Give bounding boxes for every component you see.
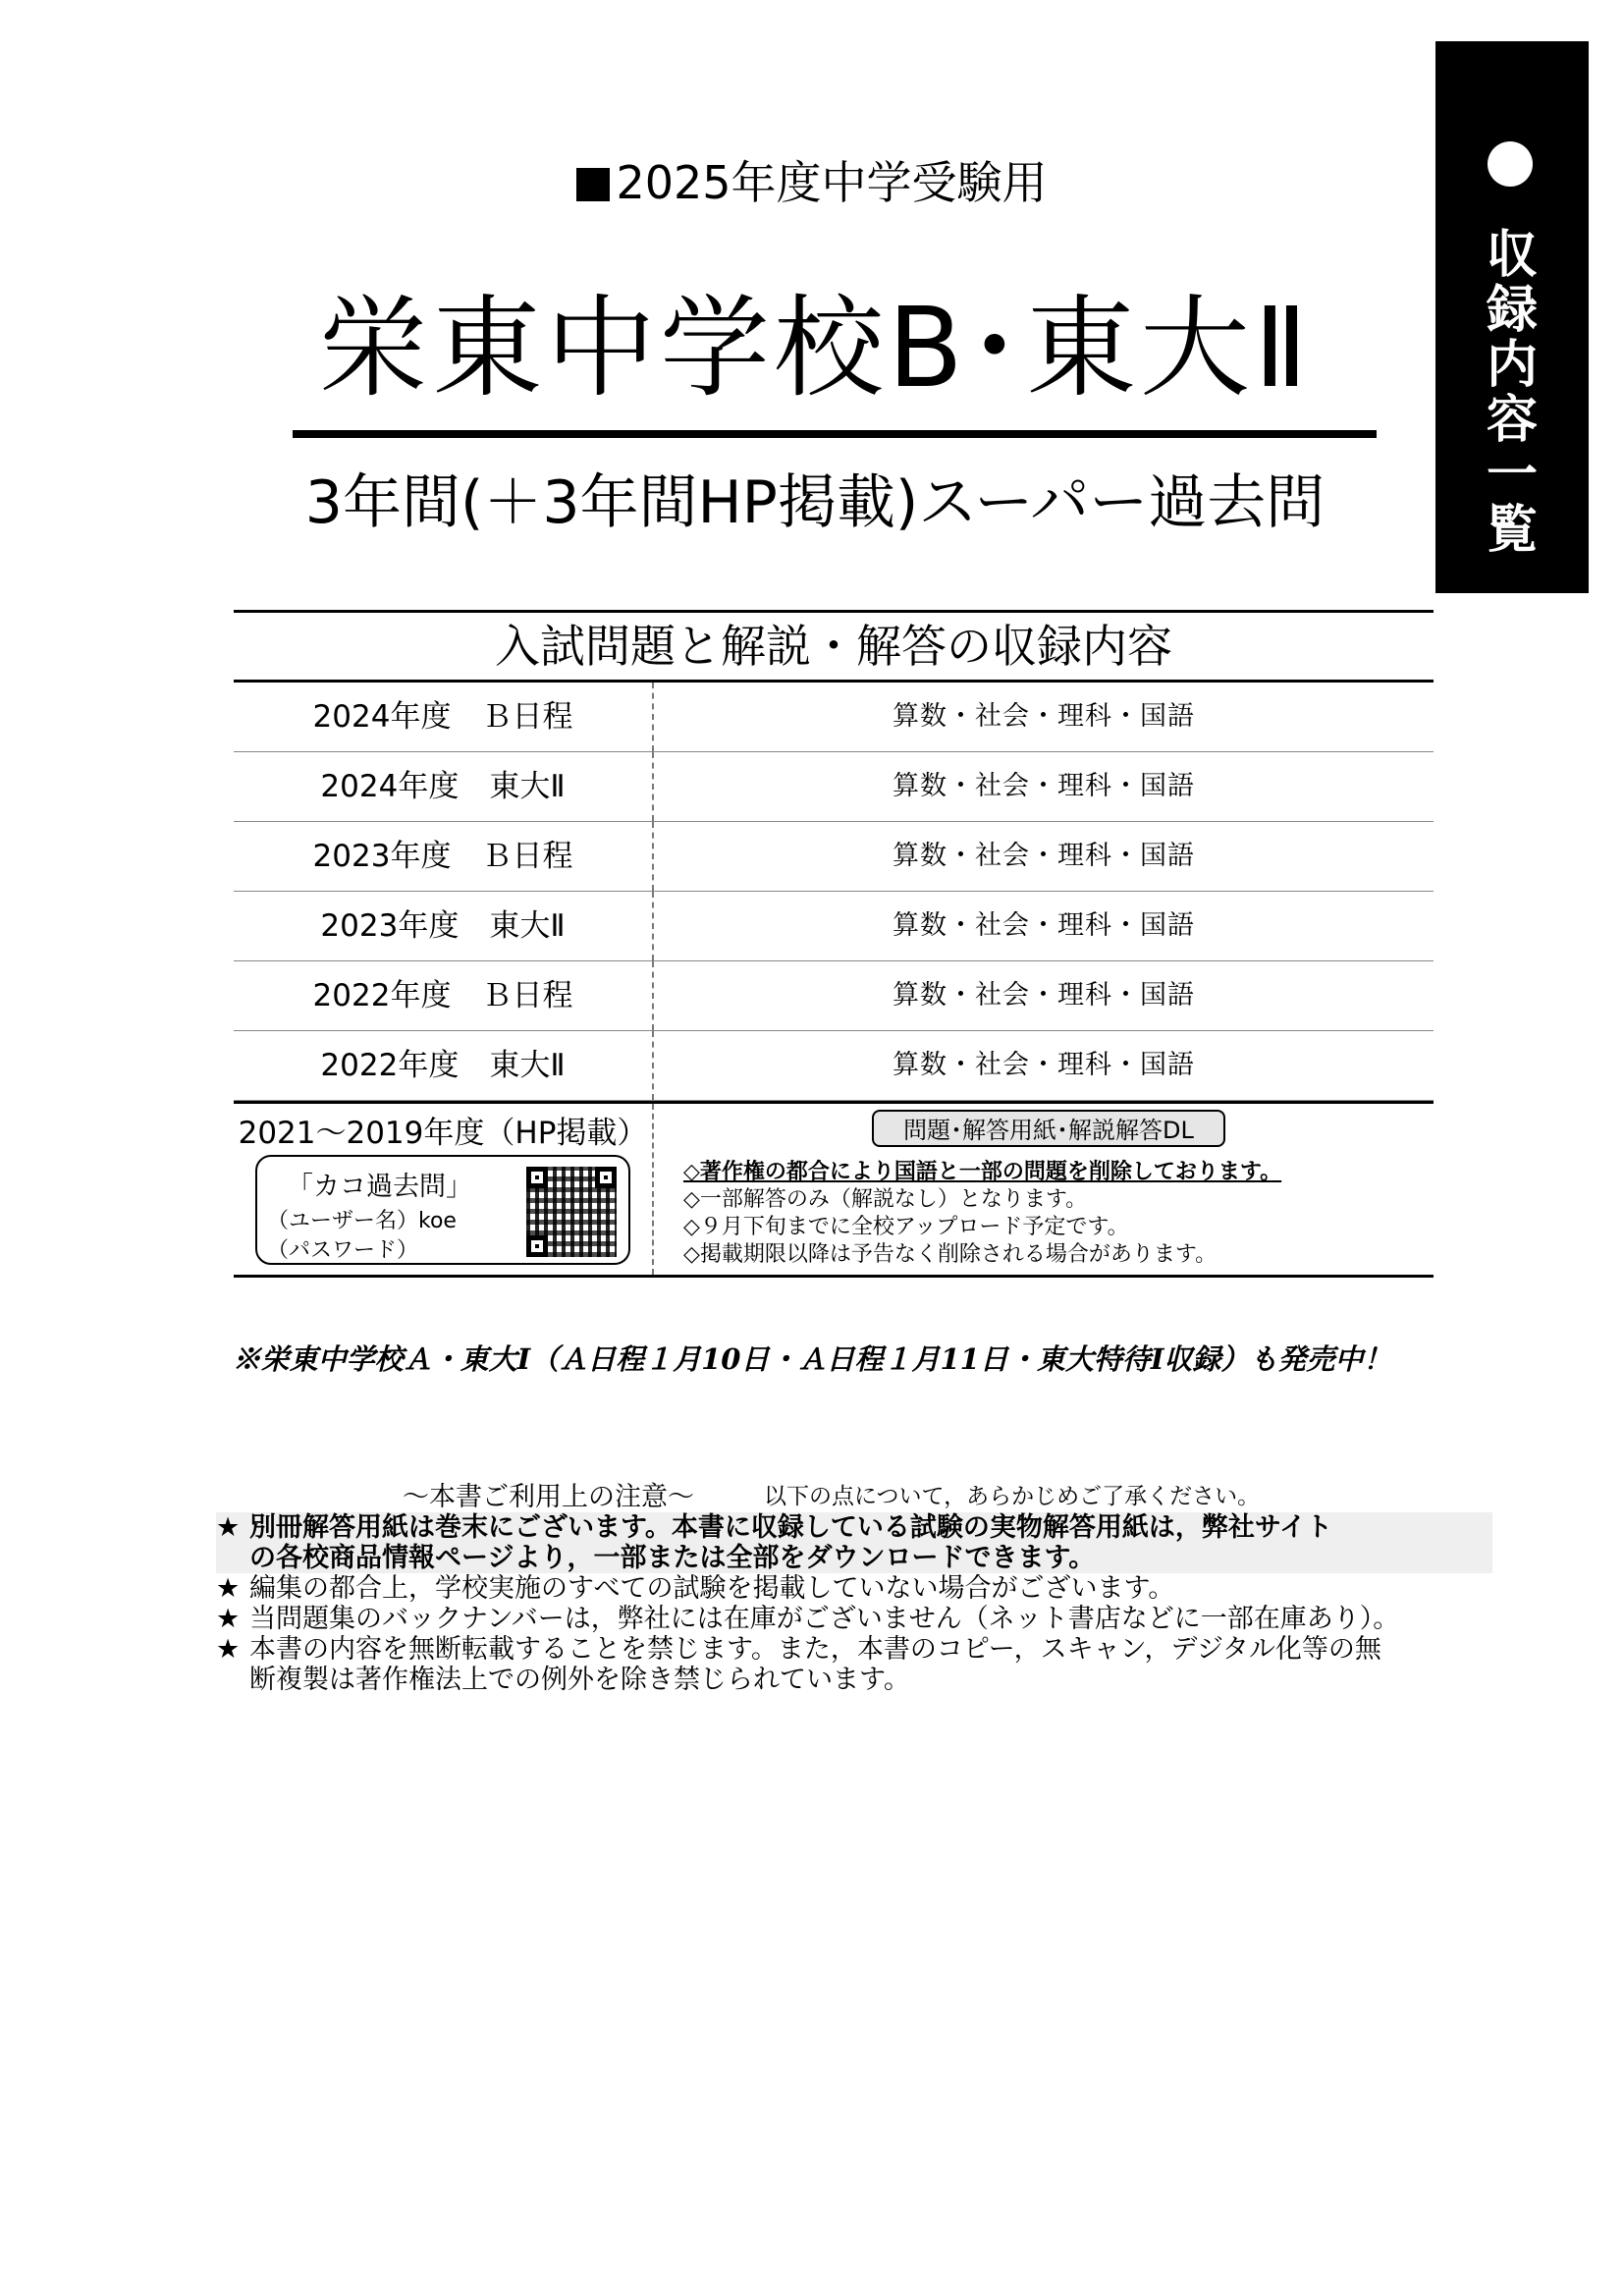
row-year: 2023年度 Ｂ日程 bbox=[234, 822, 654, 891]
row-year: 2024年度 Ｂ日程 bbox=[234, 683, 654, 751]
caution-text: 断複製は著作権法上での例外を除き禁じられています。 bbox=[249, 1665, 910, 1695]
row-subjects: 算数・社会・理科・国語 bbox=[893, 771, 1195, 801]
hp-notes bbox=[683, 1159, 1281, 1269]
note-item: ◇９月下旬までに全校アップロード予定です。 bbox=[683, 1215, 1129, 1239]
table-row bbox=[234, 822, 1434, 892]
caution-text: 本書の内容を無断転載することを禁じます。また，本書のコピー，スキャン，デジタル化等の無 bbox=[249, 1634, 1381, 1665]
caution-text: 別冊解答用紙は巻末にございます。本書に収録している試験の実物解答用紙は，弊社サイト bbox=[249, 1512, 1332, 1543]
caution-item bbox=[216, 1604, 1492, 1634]
row-year: 2022年度 Ｂ日程 bbox=[234, 961, 654, 1030]
caution-item bbox=[216, 1512, 1492, 1573]
kako-username: （ユーザー名）koe bbox=[267, 1209, 457, 1233]
side-tab-char: 一 bbox=[1486, 446, 1538, 505]
star-icon: ★ bbox=[216, 1512, 241, 1543]
row-year: 2024年度 東大Ⅱ bbox=[234, 752, 654, 821]
qr-finder-icon bbox=[526, 1235, 548, 1257]
caution-text: 当問題集のバックナンバーは，弊社には在庫がございません（ネット書店などに一部在庫あり）。 bbox=[249, 1604, 1400, 1634]
table-row bbox=[234, 961, 1434, 1031]
edition-text: 2025年度中学受験用 bbox=[616, 156, 1048, 209]
caution-text: 編集の都合上，学校実施のすべての試験を掲載していない場合がございます。 bbox=[249, 1573, 1175, 1604]
page-title: 栄東中学校B･東大Ⅱ bbox=[318, 285, 1312, 412]
contents-heading: 入試問題と解説・解答の収録内容 bbox=[234, 613, 1434, 683]
row-subjects: 算数・社会・理科・国語 bbox=[893, 841, 1195, 871]
note-item: ◇著作権の都合により国語と一部の問題を削除しております。 bbox=[683, 1160, 1282, 1184]
kako-password: （パスワード） bbox=[267, 1238, 419, 1263]
page-subtitle: 3年間(＋3年間HP掲載)スーパー過去問 bbox=[304, 468, 1326, 537]
star-icon: ★ bbox=[216, 1573, 241, 1604]
star-icon: ★ bbox=[216, 1604, 241, 1634]
side-tab-char: 覧 bbox=[1486, 501, 1538, 560]
row-year: 2022年度 東大Ⅱ bbox=[234, 1031, 654, 1100]
row-subjects: 算数・社会・理科・国語 bbox=[893, 701, 1195, 732]
caution-heading: ～本書ご利用上の注意～ bbox=[403, 1482, 694, 1512]
caution-list bbox=[216, 1512, 1492, 1695]
contents-table bbox=[234, 610, 1434, 1278]
download-button[interactable]: 問題･解答用紙･解説解答DL bbox=[872, 1110, 1225, 1147]
side-tab-label bbox=[1435, 228, 1589, 558]
row-subjects: 算数・社会・理科・国語 bbox=[893, 1050, 1195, 1080]
hp-row bbox=[234, 1101, 1434, 1275]
hp-year-label: 2021～2019年度（HP掲載） bbox=[238, 1116, 648, 1151]
side-tab-char: 容 bbox=[1486, 391, 1538, 450]
qr-code-icon[interactable] bbox=[526, 1167, 617, 1257]
table-row bbox=[234, 1031, 1434, 1101]
caution-text: の各校商品情報ページより，一部または全部をダウンロードできます。 bbox=[249, 1543, 1096, 1573]
kako-title: 「カコ過去問」 bbox=[287, 1172, 472, 1202]
caution-lead: 以下の点について，あらかじめご了承ください。 bbox=[764, 1484, 1261, 1509]
title-underline bbox=[293, 430, 1377, 438]
black-square-icon bbox=[576, 168, 610, 201]
table-row bbox=[234, 683, 1434, 752]
hp-right-cell bbox=[654, 1104, 1434, 1275]
kako-login-box bbox=[255, 1155, 630, 1265]
note-item: ◇掲載期限以降は予告なく削除される場合があります。 bbox=[683, 1242, 1218, 1267]
row-subjects: 算数・社会・理科・国語 bbox=[893, 980, 1195, 1011]
side-tab-char: 内 bbox=[1486, 336, 1538, 395]
side-tab-char: 収 bbox=[1486, 226, 1538, 285]
caution-item bbox=[216, 1634, 1492, 1695]
note-item: ◇一部解答のみ（解説なし）となります。 bbox=[683, 1187, 1088, 1212]
side-tab bbox=[1435, 41, 1589, 593]
qr-finder-icon bbox=[526, 1167, 548, 1188]
qr-finder-icon bbox=[595, 1167, 617, 1188]
row-subjects: 算数・社会・理科・国語 bbox=[893, 910, 1195, 941]
hp-left-cell bbox=[234, 1104, 654, 1275]
table-row bbox=[234, 752, 1434, 822]
row-year: 2023年度 東大Ⅱ bbox=[234, 892, 654, 960]
side-tab-char: 録 bbox=[1486, 281, 1538, 340]
caution-item bbox=[216, 1573, 1492, 1604]
table-row bbox=[234, 892, 1434, 961]
promo-text: ※栄東中学校Ａ・東大Ⅰ（Ａ日程１月10日・Ａ日程１月11日・東大特待Ⅰ収録）も発売中！ bbox=[232, 1342, 1392, 1376]
edition-line bbox=[0, 147, 1624, 212]
star-icon: ★ bbox=[216, 1634, 241, 1665]
